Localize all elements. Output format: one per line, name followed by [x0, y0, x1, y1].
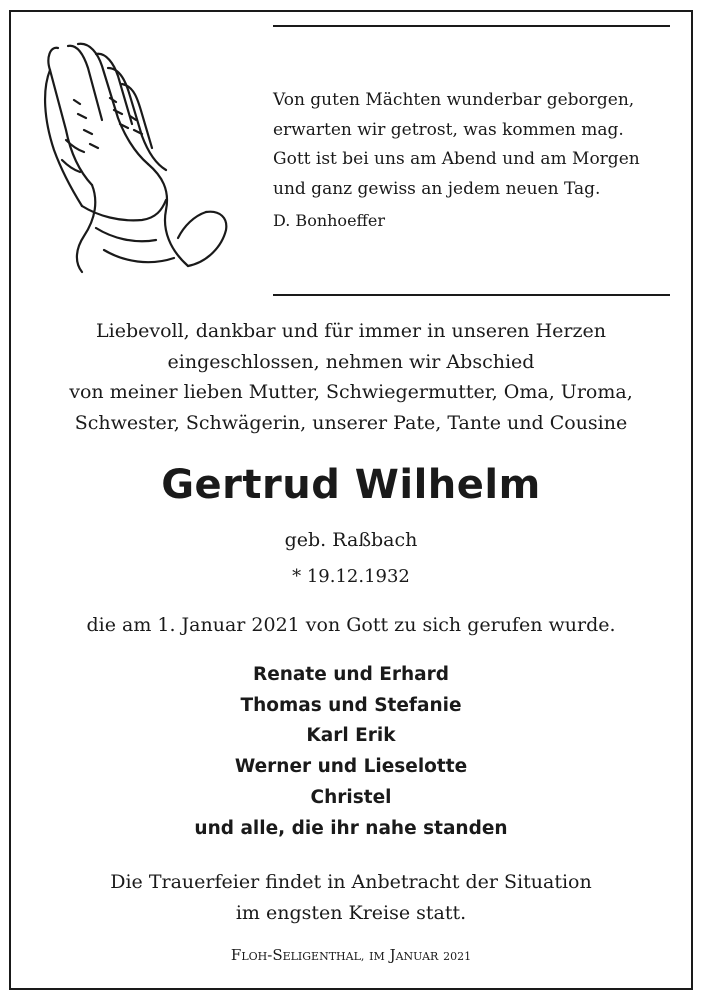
- ceremony-note: [0, 867, 702, 928]
- death-text: die am 1. Januar 2021 von Gott zu sich gerufen wurde.: [86, 614, 616, 636]
- bottom-divider: [273, 294, 670, 296]
- praying-hands-icon: [38, 40, 238, 280]
- place-date: [0, 946, 702, 964]
- bonhoeffer-quote: [273, 86, 683, 204]
- intro-line: eingeschlossen, nehmen wir Abschied: [167, 350, 535, 373]
- family-list: [0, 660, 702, 844]
- intro-line: von meiner lieben Mutter, Schwiegermutter, Oma, Uroma,: [69, 381, 633, 403]
- place-date-text: FLOH-SELIGENTHAL, IM JANUAR 2021: [230, 946, 472, 964]
- ceremony-line: Die Trauerfeier findet in Anbetracht der Situation: [110, 871, 592, 893]
- deceased-name: Gertrud Wilhelm: [161, 462, 541, 508]
- quote-author: D. Bonhoeffer: [273, 211, 386, 230]
- family-member: Christel: [310, 786, 392, 808]
- top-divider: [273, 25, 670, 27]
- intro-text: [0, 316, 702, 438]
- birth-date: * 19.12.1932: [292, 566, 410, 587]
- family-member: Karl Erik: [306, 725, 396, 747]
- family-member: Renate und Erhard: [252, 664, 450, 685]
- ceremony-line: im engsten Kreise statt.: [235, 901, 467, 924]
- quote-line: erwarten wir getrost, was kommen mag.: [273, 119, 624, 140]
- intro-line: Liebevoll, dankbar und für immer in unseren Herzen: [96, 320, 606, 342]
- quote-line: und ganz gewiss an jedem neuen Tag.: [273, 178, 601, 199]
- intro-line: Schwester, Schwägerin, unserer Pate, Tante und Cousine: [74, 411, 628, 434]
- family-member: und alle, die ihr nahe standen: [194, 817, 508, 839]
- quote-line: Von guten Mächten wunderbar geborgen,: [273, 90, 635, 110]
- family-member: Thomas und Stefanie: [240, 694, 462, 716]
- family-member: Werner und Lieselotte: [234, 756, 468, 778]
- birth-name: geb. Raßbach: [284, 529, 418, 551]
- quote-line: Gott ist bei uns am Abend und am Morgen: [273, 149, 640, 169]
